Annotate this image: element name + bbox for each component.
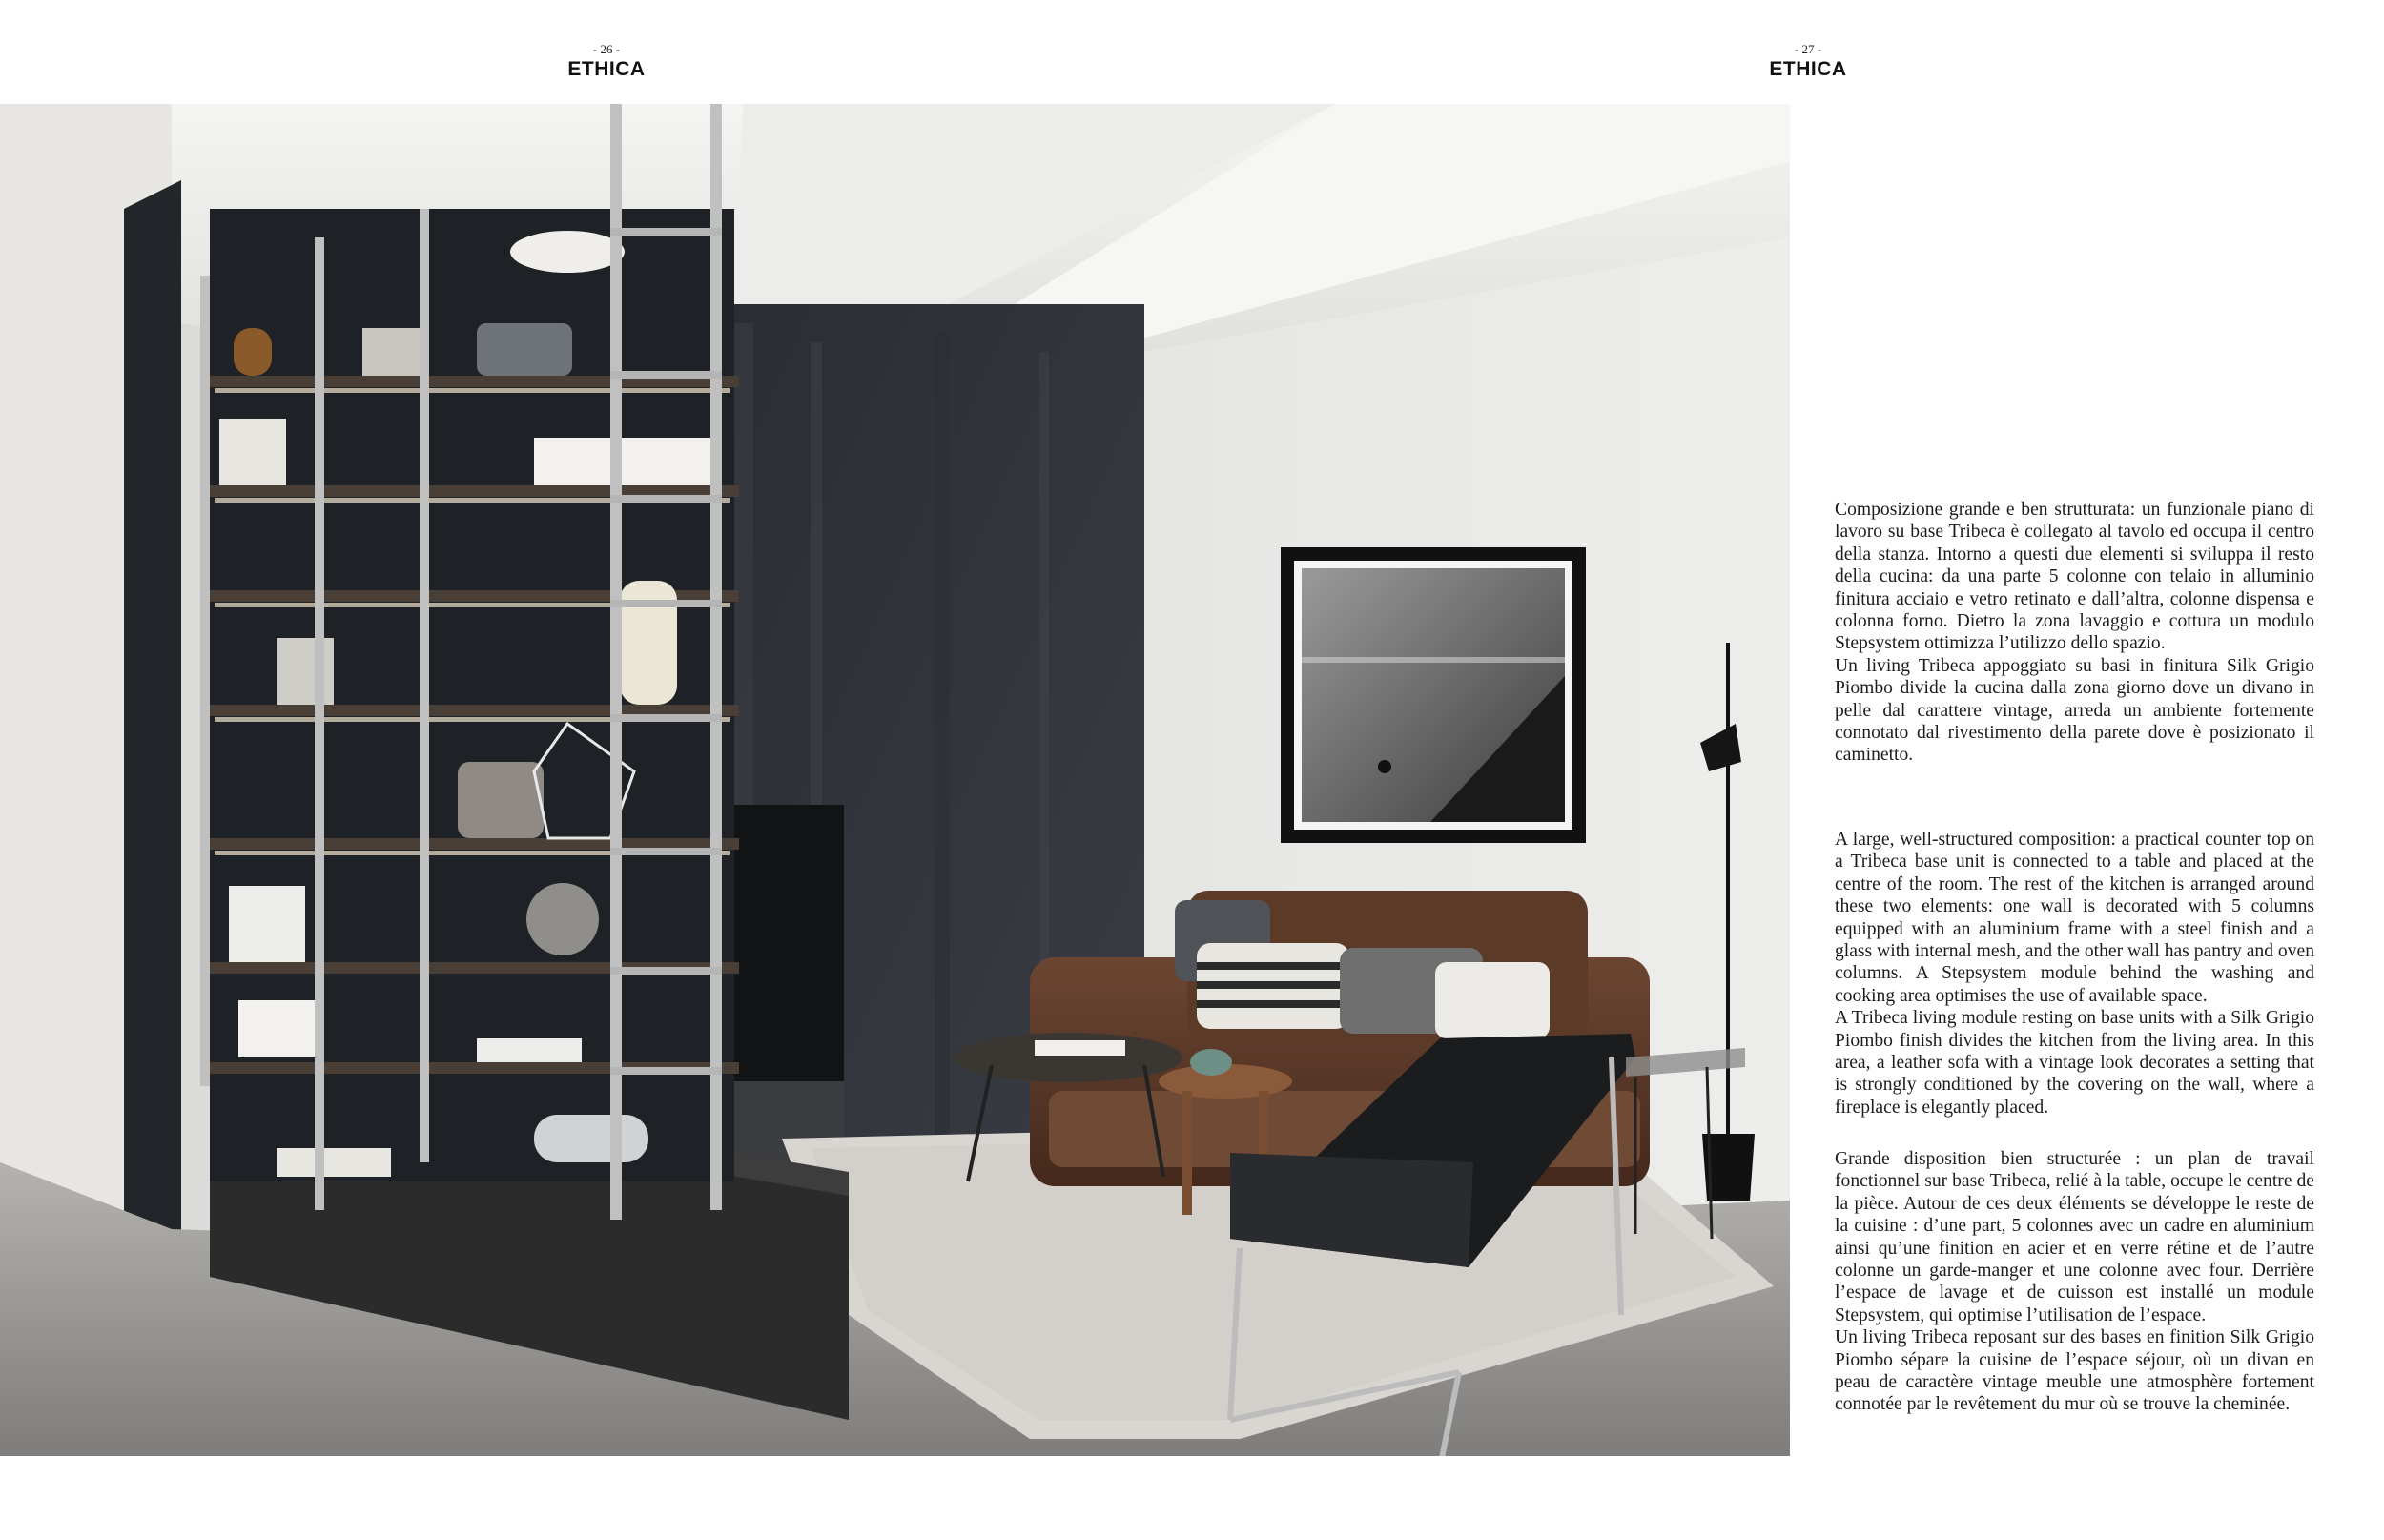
- english-paragraph-1: A large, well-structured composition: a practical counter top on a Tribeca base unit is connected to a table and placed at the centre of the room. The rest of the kitchen is arranged around these two elements: one wall is decorated with 5 columns equipped with an aluminium frame with a steel finish and a glass with internal mesh, and the other wall has pantry and oven columns. A Stepsystem module behind the washing and cooking area optimises the use of available space.: [1835, 830, 2314, 1006]
- english-paragraph-2: A Tribeca living module resting on base units with a Silk Grigio Piombo finish divides the kitchen from the living area. In this area, a leather sofa with a vintage look decorates a setting that is strongly conditioned by the covering on the wall, where a fireplace is elegantly placed.: [1835, 1008, 2314, 1118]
- interior-photo: [0, 104, 1790, 1456]
- page-header-left: [463, 42, 750, 82]
- brand-title-left: ETHICA: [567, 58, 646, 80]
- page-header-right: [1665, 42, 1951, 82]
- interior-photo-illustration: [0, 104, 1790, 1456]
- italian-paragraph-1: Composizione grande e ben strutturata: un funzionale piano di lavoro su base Tribeca è collegato al tavolo ed occupa il centro della stanza. Intorno a questi due elementi si sviluppa il resto della cucina: da una parte 5 colonne con telaio in alluminio finitura acciaio e vetro retinato e dall’altra, colonne dispensa e colonna forno. Dietro la zona lavaggio e cottura un modulo Stepsystem ottimizza l’utilizzo dello spazio.: [1835, 500, 2314, 654]
- page-number-left: - 26 -: [592, 42, 621, 56]
- page-number-right: - 27 -: [1794, 42, 1822, 56]
- italian-text-block: [1835, 499, 2314, 767]
- italian-paragraph-2: Un living Tribeca appoggiato su basi in finitura Silk Grigio Piombo divide la cucina dalla zona giorno dove un divano in pelle dal carattere vintage, arreda un ambiente fortemente connotato dal rivestimento della parete dove è posizionato il caminetto.: [1835, 655, 2314, 766]
- english-text-block: [1835, 829, 2314, 1119]
- french-paragraph-2: Un living Tribeca reposant sur des bases en finition Silk Grigio Piombo sépare la cuisine de l’espace séjour, où un divan en peau de caractère vintage meuble une atmosphère fortement connotée par le revêtement du mur où se trouve la cheminée.: [1835, 1327, 2314, 1415]
- brand-title-right: ETHICA: [1769, 58, 1847, 80]
- french-text-block: [1835, 1148, 2314, 1416]
- french-paragraph-1: Grande disposition bien structurée : un plan de travail fonctionnel sur base Tribeca, relié à la table, occupe le centre de la pièce. Autour de ces deux éléments se développe le reste de la cuisine : d’une part, 5 colonnes avec un cadre en aluminium ainsi qu’une finition en acier et en verre rétine et de l’autre colonne un garde-manger et une colonne avec four. Derrière l’espace de lavage et de cuisson est installé un module Stepsystem, qui optimise l’utilisation de l’espace.: [1835, 1149, 2314, 1325]
